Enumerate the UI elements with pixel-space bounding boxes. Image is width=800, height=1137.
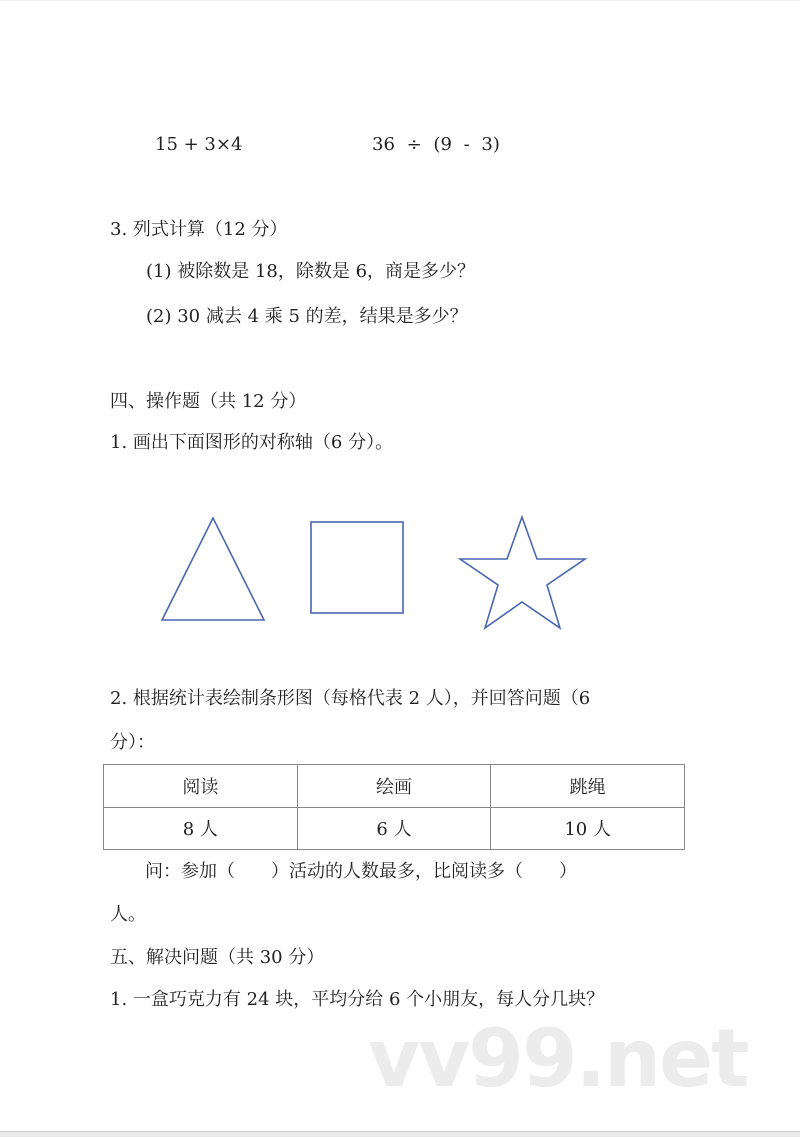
star-shape — [460, 517, 585, 628]
square-shape — [311, 522, 403, 613]
table-cell: 8 人 — [104, 807, 298, 850]
q3-item-2: (2) 30 减去 4 乘 5 的差，结果是多少？ — [146, 306, 468, 327]
section4-q2-line1: 2. 根据统计表绘制条形图（每格代表 2 人），并回答问题（6 — [110, 688, 591, 709]
question-line-1: 问：参加（ ）活动的人数最多，比阅读多（ ） — [145, 861, 577, 882]
section5-q1: 1. 一盒巧克力有 24 块，平均分给 6 个小朋友，每人分几块？ — [110, 989, 605, 1010]
section4-q1: 1. 画出下面图形的对称轴（6 分）。 — [110, 432, 394, 453]
triangle-shape — [162, 518, 264, 620]
section4-title: 四、操作题（共 12 分） — [110, 391, 307, 412]
statistics-table — [103, 764, 685, 850]
table-cell: 6 人 — [297, 807, 491, 850]
table-row — [104, 807, 685, 850]
table-header-cell: 阅读 — [104, 765, 298, 808]
table-header-cell: 绘画 — [297, 765, 491, 808]
expression-2: 36 ÷ (9 - 3) — [372, 134, 500, 155]
section4-q2-line2: 分）： — [110, 732, 155, 753]
question-line-2: 人。 — [110, 904, 146, 925]
page-bottom-edge — [0, 1131, 800, 1137]
q3-title: 3. 列式计算（12 分） — [110, 219, 288, 240]
table-header-row — [104, 765, 685, 808]
table-cell: 10 人 — [491, 807, 685, 850]
q3-item-1: (1) 被除数是 18，除数是 6，商是多少？ — [146, 261, 476, 282]
section5-title: 五、解决问题（共 30 分） — [110, 947, 325, 968]
expression-1: 15 + 3×4 — [155, 134, 243, 155]
watermark: vv99.net — [368, 1012, 748, 1105]
table-header-cell: 跳绳 — [491, 765, 685, 808]
